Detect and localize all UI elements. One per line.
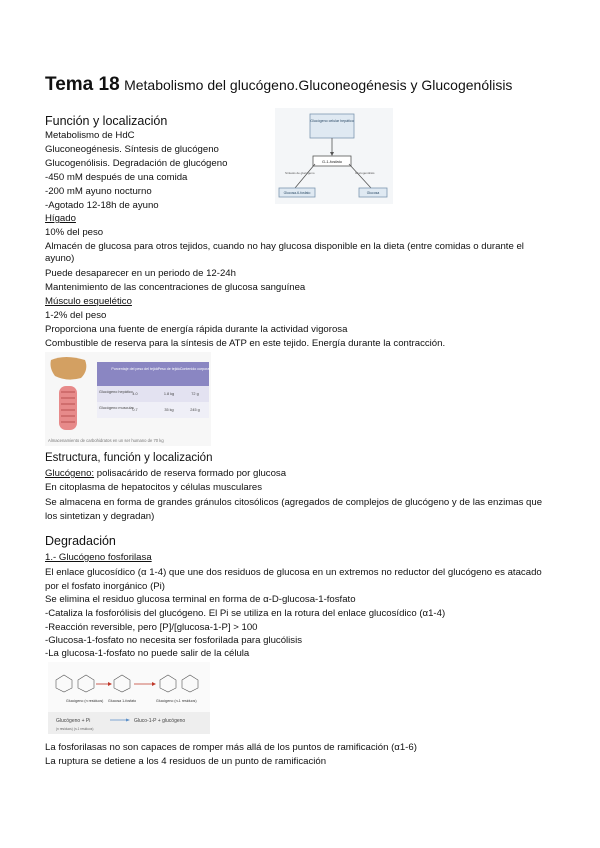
text-paragraph: Almacén de glucosa para otros tejidos, cuando no hay glucosa disponible en la dieta (entre comidas o durante el ayuno)	[45, 241, 524, 264]
subheading-higado: Hígado	[45, 213, 76, 224]
table-row-label: Glucógeno muscular	[99, 406, 134, 410]
table-header: Porcentaje del peso del tejido	[111, 367, 159, 371]
glucogeno-label: Glucógeno:	[45, 468, 95, 479]
glucogeno-text: polisacárido de reserva formado por glucosa	[94, 468, 287, 479]
muscle-illustration	[59, 386, 77, 430]
title-number: Tema 18	[45, 74, 120, 95]
storage-svg	[45, 352, 211, 446]
section-heading-degradacion: Degradación	[45, 534, 116, 548]
label-glucogeno-n-1: Glucógeno (n-1 residuos)	[156, 699, 197, 703]
equation-left: Glucógeno + Pi	[56, 718, 91, 724]
text-line: Glucogenólisis. Degradación de glucógeno	[45, 158, 228, 169]
table-cell: 4.0	[132, 392, 138, 396]
table-row-label: Glucógeno hepático	[99, 390, 133, 394]
left-label: Síntesis de glucógeno	[285, 171, 315, 175]
title-text: Metabolismo del glucógeno.Gluconeogénesis y Glucogenólisis	[124, 77, 513, 93]
table-cell: 245 g	[190, 408, 200, 412]
text-line: Puede desaparecer en un periodo de 12-24h	[45, 268, 236, 279]
subheading-fosforilasa: 1.- Glucógeno fosforilasa	[45, 552, 152, 563]
top-box	[310, 114, 354, 138]
table-header: Contenido corporal	[179, 367, 211, 371]
text-paragraph: El enlace glucosídico (α 1-4) que une dos residuos de glucosa en un extremos no reductor del glucógeno es atacado por el fosfato inorgánico (Pi)	[45, 567, 542, 592]
equation-sub: (n residuos) (n-1 residuos)	[56, 727, 94, 731]
table-cell: 0.7	[132, 408, 138, 412]
text-line: 1-2% del peso	[45, 310, 107, 321]
table-cell: 35 kg	[164, 408, 174, 412]
table-header-bg	[97, 362, 209, 386]
text-line: La ruptura se detiene a los 4 residuos de un punto de ramificación	[45, 756, 327, 767]
top-box-text: Glucógeno celular hepático	[310, 119, 354, 123]
text-line: Proporciona una fuente de energía rápida durante la actividad vigorosa	[45, 324, 348, 335]
text-line: Combustible de reserva para la síntesis de ATP en este tejido. Energía durante la contracción.	[45, 338, 446, 349]
table-cell: 1.8 kg	[163, 392, 175, 396]
text-line: La fosforilasas no son capaces de romper más allá de los puntos de ramificación (α1-6)	[45, 742, 417, 753]
glycogen-storage-figure	[45, 352, 211, 446]
glycogen-flow-diagram	[275, 108, 393, 204]
text-paragraph: Se almacena en forma de grandes gránulos citosólicos (agregados de complejos de glucógeno y de las enzimas que los sintetizan y degradan)	[45, 497, 543, 522]
equation-right: Gluco-1-P + glucógeno	[134, 718, 186, 724]
text-line: 10% del peso	[45, 227, 104, 238]
text-line: -Glucosa-1-fosfato no necesita ser fosforilada para glucólisis	[45, 635, 303, 646]
table-cell: 72 g	[191, 392, 199, 396]
text-line: -La glucosa-1-fosfato no puede salir de la célula	[45, 648, 250, 659]
left-box-text: Glucosa-6-fosfato	[283, 191, 311, 195]
reaction-svg	[48, 662, 210, 734]
table-header: Peso de tejido	[157, 367, 181, 371]
subheading-musculo: Músculo esquelético	[45, 296, 132, 307]
text-line: -Agotado 12-18h de ayuno	[45, 200, 159, 211]
text-line: Gluconeogénesis. Síntesis de glucógeno	[45, 144, 219, 155]
text-line: Metabolismo de HdC	[45, 130, 135, 141]
label-glucogeno-n: Glucógeno (n residuos)	[66, 699, 104, 703]
text-line: -Reacción reversible, pero [P]/[glucosa-1-P] > 100	[45, 622, 258, 633]
label-glucosa-1-fosfato: Glucosa 1-fosfato	[108, 699, 137, 703]
liver-illustration	[51, 357, 87, 380]
text-line: -Cataliza la fosforólisis del glucógeno. El Pi se utiliza en la rotura del enlace glucosídico (α1-4)	[45, 608, 446, 619]
page-title	[45, 74, 512, 96]
text-line: En citoplasma de hepatocitos y células musculares	[45, 482, 263, 493]
glucogeno-definition	[45, 468, 286, 480]
diagram-svg	[275, 108, 393, 204]
text-line: Se elimina el residuo glucosa terminal en forma de α-D-glucosa-1-fosfato	[45, 594, 356, 605]
text-line: Mantenimiento de las concentraciones de glucosa sanguínea	[45, 282, 306, 293]
phosphorylase-reaction-figure	[48, 662, 210, 734]
center-box-text: G-1-fosfato	[321, 159, 343, 164]
section-heading-funcion: Función y localización	[45, 114, 168, 128]
text-line: -450 mM después de una comida	[45, 172, 188, 183]
table-caption: Almacenamiento de carbohidratos en un ser humano de 70 kg	[48, 438, 164, 443]
right-label: Glucogenólisis	[355, 171, 375, 175]
text-line: -200 mM ayuno nocturno	[45, 186, 152, 197]
section-heading-estructura: Estructura, función y localización	[45, 452, 213, 464]
right-box-text: Glucosa	[366, 191, 380, 195]
